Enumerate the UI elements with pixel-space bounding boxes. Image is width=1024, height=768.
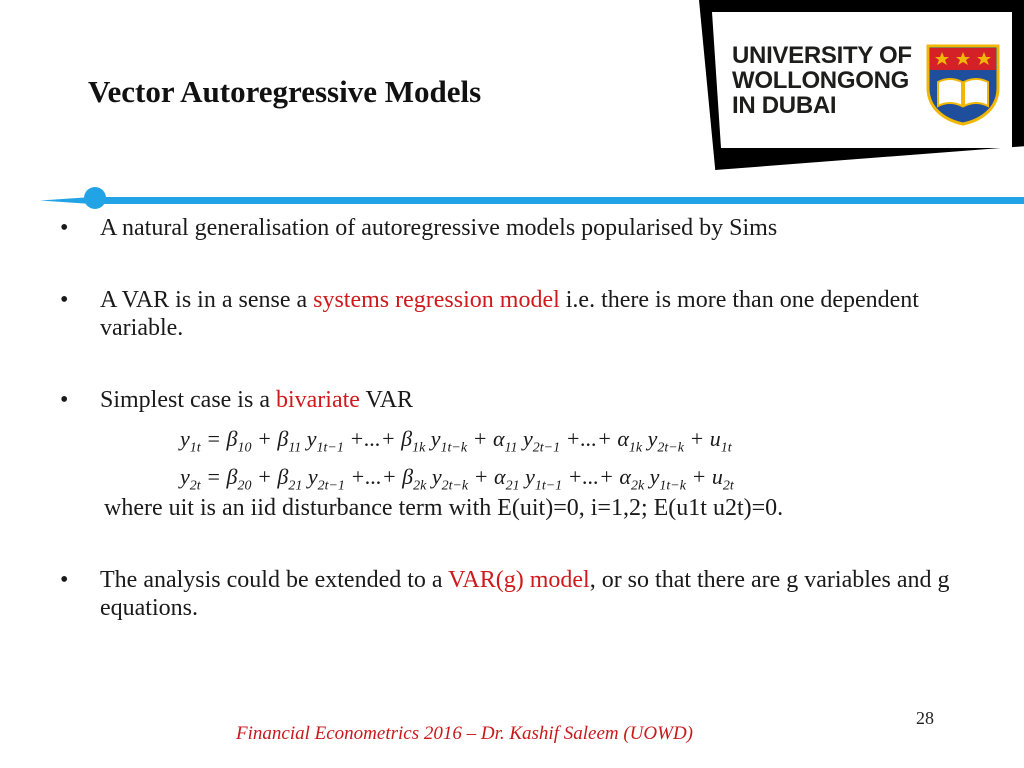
bullet-3-pre: Simplest case is a xyxy=(100,387,276,413)
divider-dot xyxy=(84,187,106,209)
var-equation-2: $y_{2t} = \beta_{20} + \beta_{21}$ $y_{2t-1}$ +...+ $\beta_{2k}$ $y_{2t-k} + \alpha_{21}$ $y_{1t-1}$ +...+ $\alpha_{2k}$ $y_{1t-k} + u_{2t}$ xyxy=(180,464,734,494)
bullet-4-post: , or so that there are g variables and g equations. xyxy=(100,567,950,621)
logo-line-2: WOLLONGONG xyxy=(732,67,909,94)
bullet-3-text xyxy=(100,386,970,414)
bullet-dot-icon: • xyxy=(60,215,69,241)
divider-line xyxy=(88,197,1024,204)
slide-title: Vector Autoregressive Models xyxy=(88,74,482,109)
footer-text: Financial Econometrics 2016 – Dr. Kashif Saleem (UOWD) xyxy=(236,723,693,744)
disturbance-definition: where uit is an iid disturbance term with E(uit)=0, i=1,2; E(u1t u2t)=0. xyxy=(104,495,784,521)
bullet-dot-icon: • xyxy=(60,387,69,413)
bullet-dot-icon: • xyxy=(60,287,69,313)
bullet-4-text xyxy=(100,566,970,622)
bullet-2-highlight: systems regression model xyxy=(313,287,560,313)
bullet-2-post: i.e. there is more than one dependent variable. xyxy=(100,287,919,341)
university-crest-icon xyxy=(924,42,1002,126)
logo-line-3: IN DUBAI xyxy=(732,92,837,119)
bullet-2-pre: A VAR is in a sense a xyxy=(100,287,314,313)
logo-line-1: UNIVERSITY OF xyxy=(732,42,912,69)
page-number: 28 xyxy=(916,708,934,728)
bullet-3-highlight: bivariate xyxy=(275,387,360,413)
bullet-dot-icon: • xyxy=(60,567,69,593)
bullet-2-text xyxy=(100,286,970,342)
var-equation-1: $y_{1t} = \beta_{10} + \beta_{11}$ $y_{1t-1}$ +...+ $\beta_{1k}$ $y_{1t-k} + \alpha_{11}$ $y_{2t-1}$ +...+ $\alpha_{1k}$ $y_{2t-k} + u_{1t}$ xyxy=(180,426,732,456)
bullet-4-pre: The analysis could be extended to a xyxy=(100,567,449,593)
bullet-4-highlight: VAR(g) model xyxy=(448,567,590,593)
bullet-3-post: VAR xyxy=(359,387,414,413)
university-logo-text xyxy=(732,43,912,118)
bullet-1-text: A natural generalisation of autoregressive models popularised by Sims xyxy=(100,215,778,241)
